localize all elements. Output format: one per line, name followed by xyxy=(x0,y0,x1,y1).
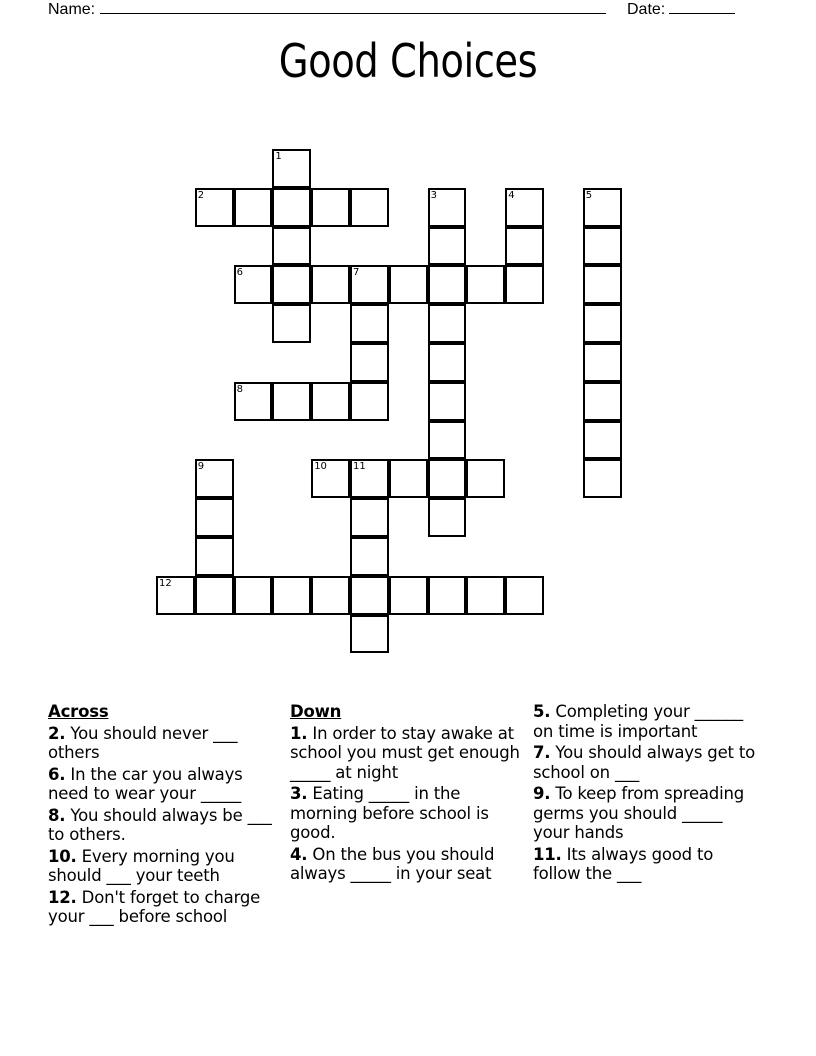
clue-across-10 xyxy=(48,847,278,886)
clue-text: In order to stay awake at school you must get enough _____ at night xyxy=(290,723,520,782)
name-label: Name: xyxy=(48,1,96,18)
crossword-cell[interactable] xyxy=(195,537,234,576)
crossword-cell[interactable] xyxy=(195,188,234,227)
cell-number: 9 xyxy=(197,461,205,473)
clue-down-1 xyxy=(290,724,530,783)
clue-text: You should always get to school on ___ xyxy=(533,743,756,782)
clue-across-2 xyxy=(48,724,278,763)
cell-number: 4 xyxy=(508,189,515,201)
crossword-cell[interactable] xyxy=(428,421,467,460)
crossword-cell[interactable] xyxy=(350,498,389,537)
crossword-cell[interactable] xyxy=(350,615,389,654)
clue-down-9 xyxy=(533,784,763,843)
crossword-cell[interactable] xyxy=(234,265,273,304)
across-heading: Across xyxy=(48,702,109,721)
crossword-cell[interactable] xyxy=(311,576,350,615)
cell-number: 11 xyxy=(353,461,366,473)
cell-number: 1 xyxy=(275,151,282,162)
crossword-cell[interactable] xyxy=(350,265,389,304)
clue-number: 7. xyxy=(533,743,551,762)
crossword-cell[interactable] xyxy=(350,576,389,615)
crossword-cell[interactable] xyxy=(350,459,389,498)
clues-column-2 xyxy=(290,702,530,886)
crossword-cell[interactable] xyxy=(466,459,505,498)
clue-number: 5. xyxy=(533,702,551,721)
crossword-cell[interactable] xyxy=(272,227,311,266)
crossword-cell[interactable] xyxy=(428,576,467,615)
crossword-cell[interactable] xyxy=(428,459,467,498)
clue-text: Completing your ______ on time is important xyxy=(533,702,743,741)
cell-number: 2 xyxy=(197,189,205,201)
crossword-cell[interactable] xyxy=(428,304,467,343)
clue-text: You should always be ___ to others. xyxy=(48,805,272,844)
crossword-cell[interactable] xyxy=(583,227,622,266)
crossword-cell[interactable] xyxy=(466,576,505,615)
clue-down-7 xyxy=(533,743,763,782)
crossword-cell[interactable] xyxy=(583,304,622,343)
clue-text: Don't forget to charge your ___ before school xyxy=(48,887,261,926)
clue-number: 4. xyxy=(290,844,308,864)
clue-across-6 xyxy=(48,765,278,804)
clues-column-3 xyxy=(533,702,763,886)
crossword-cell[interactable] xyxy=(583,459,622,498)
date-label: Date: xyxy=(627,1,666,18)
crossword-cell[interactable] xyxy=(234,576,273,615)
crossword-cell[interactable] xyxy=(272,265,311,304)
crossword-cell[interactable] xyxy=(389,576,428,615)
crossword-cell[interactable] xyxy=(583,188,622,227)
crossword-cell[interactable] xyxy=(505,576,544,615)
crossword-cell[interactable] xyxy=(350,343,389,382)
crossword-cell[interactable] xyxy=(428,188,467,227)
crossword-cell[interactable] xyxy=(389,459,428,498)
cell-number: 8 xyxy=(236,383,243,395)
crossword-cell[interactable] xyxy=(350,537,389,576)
cell-number: 7 xyxy=(353,267,360,279)
crossword-cell[interactable] xyxy=(272,382,311,421)
cell-number: 12 xyxy=(159,577,172,589)
crossword-cell[interactable] xyxy=(272,149,311,188)
crossword-cell[interactable] xyxy=(311,459,350,498)
crossword-cell[interactable] xyxy=(234,382,273,421)
clues-column-1 xyxy=(48,702,278,929)
clue-text: You should never ___ others xyxy=(48,723,238,762)
crossword-cell[interactable] xyxy=(428,227,467,266)
crossword-cell[interactable] xyxy=(428,265,467,304)
crossword-cell[interactable] xyxy=(272,188,311,227)
crossword-cell[interactable] xyxy=(311,188,350,227)
clue-number: 11. xyxy=(533,844,562,864)
crossword-cell[interactable] xyxy=(583,265,622,304)
crossword-cell[interactable] xyxy=(466,265,505,304)
clue-number: 8. xyxy=(48,805,66,825)
crossword-cell[interactable] xyxy=(583,343,622,382)
clue-text: In the car you always need to wear your _____ xyxy=(48,764,243,803)
crossword-cell[interactable] xyxy=(428,382,467,421)
clue-number: 3. xyxy=(290,784,308,803)
crossword-cell[interactable] xyxy=(583,382,622,421)
crossword-cell[interactable] xyxy=(195,459,234,498)
cell-number: 6 xyxy=(236,267,243,279)
crossword-cell[interactable] xyxy=(428,343,467,382)
clue-text: Every morning you should ___ your teeth xyxy=(48,846,235,885)
crossword-cell[interactable] xyxy=(505,265,544,304)
clue-down-4 xyxy=(290,845,530,884)
clue-text: Eating _____ in the morning before school is good. xyxy=(290,784,489,842)
crossword-cell[interactable] xyxy=(195,498,234,537)
clue-text: On the bus you should always _____ in your seat xyxy=(290,844,495,883)
clue-number: 9. xyxy=(533,784,551,803)
crossword-cell[interactable] xyxy=(272,304,311,343)
clue-down-3 xyxy=(290,784,530,843)
clue-across-8 xyxy=(48,806,278,845)
clue-across-12 xyxy=(48,888,278,927)
clue-number: 12. xyxy=(48,887,77,907)
cell-number: 10 xyxy=(314,461,327,473)
clue-number: 1. xyxy=(290,723,308,743)
clue-text: To keep from spreading germs you should _____ your hands xyxy=(533,784,744,842)
clue-down-5 xyxy=(533,702,763,741)
clue-number: 10. xyxy=(48,846,77,866)
clue-number: 2. xyxy=(48,723,66,743)
crossword-cell[interactable] xyxy=(505,227,544,266)
cell-number: 5 xyxy=(585,189,593,201)
crossword-cell[interactable] xyxy=(234,188,273,227)
down-heading: Down xyxy=(290,702,342,721)
crossword-cell[interactable] xyxy=(156,576,195,615)
page-title: Good Choices xyxy=(278,34,538,88)
crossword-cell[interactable] xyxy=(583,421,622,460)
clue-text: Its always good to follow the ___ xyxy=(533,844,714,883)
crossword-cell[interactable] xyxy=(195,576,234,615)
crossword-cell[interactable] xyxy=(272,576,311,615)
cell-number: 3 xyxy=(430,189,437,201)
crossword-cell[interactable] xyxy=(350,382,389,421)
clue-down-11 xyxy=(533,845,763,884)
crossword-cell[interactable] xyxy=(311,382,350,421)
crossword-cell[interactable] xyxy=(428,498,467,537)
crossword-cell[interactable] xyxy=(389,265,428,304)
crossword-cell[interactable] xyxy=(350,188,389,227)
crossword-cell[interactable] xyxy=(311,265,350,304)
clue-number: 6. xyxy=(48,764,66,784)
crossword-cell[interactable] xyxy=(505,188,544,227)
crossword-cell[interactable] xyxy=(350,304,389,343)
